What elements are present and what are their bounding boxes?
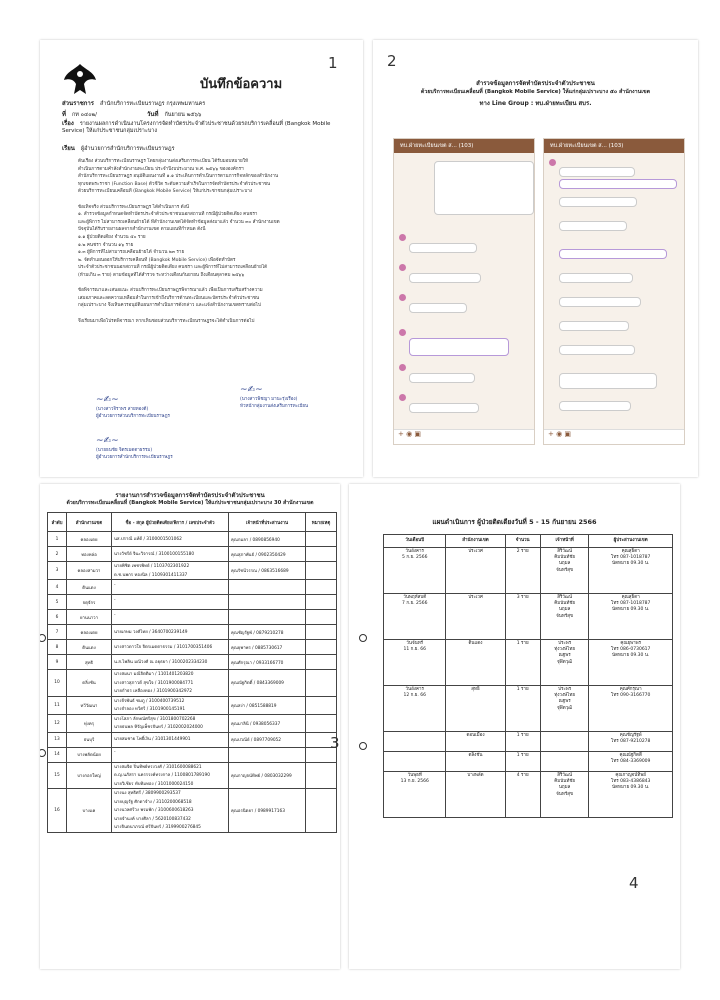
row-number: 3 bbox=[48, 562, 67, 580]
column-header: หมายเหตุ bbox=[306, 513, 337, 532]
contact bbox=[229, 610, 306, 625]
person-entry: นางสาวสุภาวดี สุขใจ / 3101900084771 bbox=[114, 680, 194, 686]
count: 1 ราย bbox=[505, 686, 540, 732]
table-row bbox=[48, 580, 337, 595]
person-entry: - bbox=[114, 612, 116, 618]
signature-block: ~✍~ (นางสาวจิราพร สายทองดี) ผู้อำนวยการส่วนบริการทะเบียนราษฎร bbox=[96, 395, 170, 419]
table-row bbox=[48, 655, 337, 670]
memo-body-line: กลุ่มเปราะบาง จึงเห็นควรอนุมัติแผนการดำเนินการดังกล่าว และแจ้งสำนักงานเขตทราบต่อไป bbox=[78, 303, 261, 309]
remark bbox=[306, 580, 337, 595]
contact bbox=[229, 747, 306, 762]
person-entry: นายกำธร เหลืองทอง / 3101900342972 bbox=[114, 689, 193, 694]
punch-hole bbox=[40, 634, 46, 642]
contact bbox=[229, 580, 306, 595]
memo-page bbox=[40, 40, 363, 477]
district: ดินแดง bbox=[446, 640, 505, 686]
contact: คุณณัฐกิตติ์ / 0843369009 bbox=[229, 670, 306, 697]
coordinator: คุณยุพาพร โทร 086-0730617 นัดหมาย 09.30 น. bbox=[589, 640, 673, 686]
page-number: 3 bbox=[330, 734, 340, 752]
staff: สิริวัฒน์ คิมนันท์ชัย นฤมล จันทร์สุข bbox=[540, 594, 588, 640]
person-entry: นายบุญรัฐ ศักดาจำง / 3110200068518 bbox=[114, 799, 192, 805]
chat-bubble bbox=[559, 401, 631, 411]
chat-input-bar: + ◉ ▣ bbox=[544, 429, 684, 444]
row-number: 14 bbox=[48, 747, 67, 762]
page-number: 1 bbox=[328, 54, 338, 72]
person-entry: นางจินตนาภรณ์ ศรีจันทร์ / 3199900276845 bbox=[114, 825, 201, 830]
remark bbox=[306, 696, 337, 714]
column-header: วันเดือนปี bbox=[384, 535, 446, 548]
district: คลองเตย bbox=[67, 625, 112, 640]
remark bbox=[306, 562, 337, 580]
table-row bbox=[48, 562, 337, 580]
chat-bubble bbox=[559, 321, 629, 331]
contact: คุณอรนิตยา / 0989917163 bbox=[229, 789, 306, 833]
memo-body-line: ข้อเท็จจริง ส่วนบริการทะเบียนราษฎร ได้ดำเนินการ ดังนี้ bbox=[78, 204, 190, 210]
chat-bubble bbox=[559, 249, 667, 259]
date: วันอังคาร 12 ก.ย. 66 bbox=[384, 686, 446, 732]
avatar bbox=[399, 329, 406, 336]
table-row bbox=[384, 548, 673, 594]
table-row bbox=[48, 640, 337, 655]
row-number: 1 bbox=[48, 532, 67, 547]
schedule-page bbox=[349, 484, 680, 969]
memo-body-line: ๒. จัดทำแผนออกให้บริการเคลื่อนที่ (Bangkok Mobile Service) เพื่อจัดทำบัตร bbox=[78, 257, 236, 263]
district: ประเวศ bbox=[446, 594, 505, 640]
page-title: ด้วยบริการทะเบียนเคลื่อนที่ (Bangkok Mobile Service) ให้แก่ประชาชนกลุ่มเปราะบาง 30 สำนักงานเขต bbox=[66, 500, 314, 506]
table-row bbox=[384, 640, 673, 686]
memo-body-line: จึงเรียนมาเพื่อโปรดพิจารณา หากเห็นชอบส่วนบริการทะเบียนราษฎรจะได้ดำเนินการต่อไป bbox=[78, 318, 255, 324]
contact bbox=[229, 595, 306, 610]
district: ทองหล่อ bbox=[67, 547, 112, 562]
avatar bbox=[399, 264, 406, 271]
remark bbox=[306, 547, 337, 562]
table-row bbox=[48, 595, 337, 610]
page-title: สำรวจข้อมูลการจัดทำบัตรประจำตัวประชาชน bbox=[476, 80, 595, 87]
people-cell bbox=[112, 580, 229, 595]
people-cell bbox=[112, 762, 229, 789]
people-cell bbox=[112, 696, 229, 714]
staff: สิริวัฒน์ คิมนันท์ชัย นฤมล จันทร์สุข bbox=[540, 772, 588, 818]
count: 1 ราย bbox=[505, 640, 540, 686]
staff bbox=[540, 732, 588, 752]
line-chat-survey-page bbox=[373, 40, 698, 477]
memo-body-line: ข้อพิจารณาและเสนอแนะ ส่วนบริการทะเบียนราษฎรพิจารณาแล้ว เพื่อเป็นการเสริมสร้างความ bbox=[78, 288, 263, 294]
column-header: ชื่อ - สกุล ผู้ป่วยติดเตียง/พิการ / เลขประจำตัว bbox=[112, 513, 229, 532]
table-row bbox=[48, 714, 337, 732]
table-row bbox=[384, 732, 673, 752]
people-cell bbox=[112, 562, 229, 580]
avatar bbox=[399, 234, 406, 241]
staff: ประพร ทุ่งวงษ์ไทย ณฐพร จุฬิตวุฒิ bbox=[540, 686, 588, 732]
remark bbox=[306, 640, 337, 655]
table-row bbox=[384, 752, 673, 772]
person-entry: นายพิชิต เพชรพิทย์ / 1103702301922 bbox=[114, 564, 190, 569]
remark bbox=[306, 625, 337, 640]
contact: คุณกาญจน์ทิพย์ / 0803032299 bbox=[229, 762, 306, 789]
person-entry: นางนง สุทธิศรี / 3809900293537 bbox=[114, 791, 181, 796]
chat-bubble bbox=[559, 345, 635, 355]
garuda-emblem-icon bbox=[60, 60, 100, 100]
people-cell bbox=[112, 655, 229, 670]
people-cell bbox=[112, 747, 229, 762]
avatar bbox=[399, 394, 406, 401]
row-number: 13 bbox=[48, 732, 67, 747]
person-entry: ด.ช.นพกร ทองนิล / 1109301411337 bbox=[114, 572, 188, 578]
staff: สิริวัฒน์ คิมนันท์ชัย นฤมล จันทร์สุข bbox=[540, 548, 588, 594]
column-header: จำนวน bbox=[505, 535, 540, 548]
row-number: 5 bbox=[48, 595, 67, 610]
column-header: ลำดับ bbox=[48, 513, 67, 532]
staff: ประพร ทุ่งวงษ์ไทย ณฐพร จุฬิตวุฒิ bbox=[540, 640, 588, 686]
person-entry: นางนวลศรีวง พรมพัก / 3100600618263 bbox=[114, 808, 194, 813]
people-cell bbox=[112, 714, 229, 732]
page-number: 4 bbox=[629, 874, 639, 892]
count: 3 ราย bbox=[505, 594, 540, 640]
memo-body-line: ด้วยบริการทะเบียนเคลื่อนที่ (Bangkok Mobile Service) ให้แก่ประชาชนกลุ่มเปราะบาง bbox=[78, 189, 253, 195]
column-header: เจ้าหน้าที่ประสานงาน bbox=[229, 513, 306, 532]
date: วันอังคาร 5 ก.ย. 2566 bbox=[384, 548, 446, 594]
coordinator: คุณณัฐกิตติ์ โทร 084-3369009 bbox=[589, 752, 673, 772]
district: ประเวศ bbox=[446, 548, 505, 594]
row-number: 10 bbox=[48, 670, 67, 697]
memo-body-line: ๑.๓ ผู้พิการที่ไม่สามารถเคลื่อนย้ายได้ จำนวน ๒๓ ราย bbox=[78, 250, 185, 256]
row-number: 6 bbox=[48, 610, 67, 625]
chat-bubble bbox=[409, 273, 481, 283]
person-entry: - bbox=[114, 597, 116, 603]
memo-body-line: ประจำตัวประชาชนนอกสถานที่ กรณีผู้ป่วยติดเตียง คนชรา และผู้พิการที่ไม่สามารถเคลื่อนย้ายได้ bbox=[78, 265, 268, 271]
table-row bbox=[48, 696, 337, 714]
person-entry: นายสมชาย โพธิ์เงิน / 3101301449901 bbox=[114, 737, 191, 743]
person-entry: นายวิเชียร ทับทิมทอง / 3101000024150 bbox=[114, 781, 194, 787]
chat-bubble bbox=[434, 161, 534, 215]
people-cell bbox=[112, 610, 229, 625]
punch-hole bbox=[40, 749, 46, 757]
memo-body-line: ปัจจุบันได้รับรายงานผลจากสำนักงานเขต ตามแผนที่กำหนด ดังนี้ bbox=[78, 227, 206, 233]
people-cell bbox=[112, 547, 229, 562]
memo-header-agency: ส่วนราชการ สำนักบริการทะเบียนราษฎร กรุงเทพมหานคร bbox=[62, 100, 206, 107]
coordinator: คุณสุธิดา โทร 087-1018787 นัดหมาย 09.30 น. bbox=[589, 594, 673, 640]
punch-hole bbox=[359, 634, 367, 642]
column-header: เจ้าหน้าที่ bbox=[540, 535, 588, 548]
memo-title: บันทึกข้อความ bbox=[200, 77, 283, 92]
district: ตลิ่งชัน bbox=[67, 670, 112, 697]
district: บางกอกใหญ่ bbox=[67, 762, 112, 789]
survey-table bbox=[47, 512, 337, 833]
row-number: 11 bbox=[48, 696, 67, 714]
signature-block: ~✍~ (นางสาวพิชญา มานะรุ่งเรือง) หัวหน้ากลุ่มงานส่งเสริมการทะเบียน bbox=[240, 385, 309, 409]
memo-body-line: (ห้ามเกิน ๓ ราย) ตามข้อมูลที่ได้สำรวจ ระหว่างเดือนกันยายน ถึงเดือนตุลาคม ๒๕๖๖ bbox=[78, 273, 245, 278]
contact: คุณสง่า / 0851588819 bbox=[229, 696, 306, 714]
date: วันพฤหัสบดี 7 ก.ย. 2566 bbox=[384, 594, 446, 640]
row-number: 2 bbox=[48, 547, 67, 562]
table-row bbox=[48, 747, 337, 762]
date: วันพุธที่ 13 ก.ย. 2566 bbox=[384, 772, 446, 818]
district: บางแค bbox=[67, 789, 112, 833]
person-entry: นส.ปราณี แท้ดี / 3100001501062 bbox=[114, 536, 182, 542]
table-header-row bbox=[384, 535, 673, 548]
table-row bbox=[48, 547, 337, 562]
chat-input-bar: + ◉ ▣ bbox=[394, 429, 534, 444]
coordinator: คุณศักรุณา โทร 090-3166770 bbox=[589, 686, 673, 732]
table-row bbox=[48, 762, 337, 789]
punch-hole bbox=[359, 742, 367, 750]
date: วันจันทร์ 11 ก.ย. 66 bbox=[384, 640, 446, 686]
contact: คุณสุภาพันธ์ / 0902350429 bbox=[229, 547, 306, 562]
people-cell bbox=[112, 640, 229, 655]
memo-body-line: เสมอภาคและลดความเหลื่อมล้ำในการเข้าถึงบริการด้านทะเบียนและบัตรประจำตัวประชาชน bbox=[78, 295, 260, 301]
person-entry: นางโสภา ลักษณ์ศรีสุข / 3101800702268 bbox=[114, 716, 196, 722]
person-entry: - bbox=[114, 582, 116, 588]
row-number: 9 bbox=[48, 655, 67, 670]
count: 1 ราย bbox=[505, 752, 540, 772]
remark bbox=[306, 655, 337, 670]
district: คลองสามวา bbox=[67, 562, 112, 580]
survey-report-page bbox=[40, 484, 340, 969]
district: คลองเตย bbox=[67, 532, 112, 547]
row-number: 12 bbox=[48, 714, 67, 732]
row-number: 4 bbox=[48, 580, 67, 595]
table-row bbox=[384, 594, 673, 640]
memo-body-line: ต้นเรื่อง ส่วนบริการทะเบียนราษฎร โดยกลุ่มงานส่งเสริมการทะเบียน ได้รับมอบหมายให้ bbox=[78, 159, 248, 164]
table-row bbox=[48, 532, 337, 547]
memo-header-ref: ที่ กท ๐๔๐๒/ วันที่ กันยายน ๒๕๖๖ bbox=[62, 111, 202, 118]
district: บางพลัดน้อย bbox=[67, 747, 112, 762]
person-entry: น.ส.ไพลิน มณีวงศ์ ณ อยุธยา / 3100202334230 bbox=[114, 659, 208, 665]
count: 2 ราย bbox=[505, 548, 540, 594]
row-number: 15 bbox=[48, 762, 67, 789]
memo-header-to: เรียน ผู้อำนวยการสำนักบริการทะเบียนราษฎร bbox=[62, 145, 175, 152]
district: จตุจักร bbox=[67, 595, 112, 610]
district: ตลิ่งชัน bbox=[446, 752, 505, 772]
district: สุทธิ bbox=[67, 655, 112, 670]
remark bbox=[306, 789, 337, 833]
person-entry: นางจำลอง ทวีศรี / 3101900145191 bbox=[114, 707, 186, 712]
chat-title: ทบ.ฝ่ายทะเบียนเขต ส... (103) bbox=[544, 139, 684, 153]
page-title: ทาง Line Group : ทบ.ฝ่ายทะเบียน สบร. bbox=[479, 100, 592, 107]
people-cell bbox=[112, 532, 229, 547]
remark bbox=[306, 670, 337, 697]
chat-title: ทบ.ฝ่ายทะเบียนเขต ส... (103) bbox=[394, 139, 534, 153]
table-header-row bbox=[48, 513, 337, 532]
memo-body-line: และผู้พิการ ไม่สามารถเคลื่อนย้ายได้ ที่สำนักงานเขตได้จัดทำข้อมูลส่งมาแล้ว จำนวน ๓๐ สำนักงานเขต bbox=[78, 219, 280, 225]
memo-body-line: ๑.๒ คนชรา จำนวน ๑๖ ราย bbox=[78, 242, 134, 248]
count: 1 ราย bbox=[505, 732, 540, 752]
person-entry: ด.ญ.นภัสรา นครรรงค์ทรงกาล / 1100801789190 bbox=[114, 773, 210, 778]
district: ยานนาวา bbox=[67, 610, 112, 625]
people-cell bbox=[112, 595, 229, 610]
person-entry: นายจำนงค์ บางศิลา / 5620100837432 bbox=[114, 816, 191, 822]
chat-screenshot bbox=[543, 138, 685, 445]
district: ดอนเมือง bbox=[446, 732, 505, 752]
person-entry: นางสาวดาวใจ จิตรเมตตาธรรม / 3101700351406 bbox=[114, 644, 213, 650]
contact: คุณศักรุณา / 0933166770 bbox=[229, 655, 306, 670]
row-number: 8 bbox=[48, 640, 67, 655]
table-row bbox=[48, 625, 337, 640]
chat-bubble bbox=[409, 373, 475, 383]
person-entry: นางสมนา มณีจิตติมา / 1101401203820 bbox=[114, 672, 194, 677]
remark bbox=[306, 714, 337, 732]
table-row bbox=[384, 686, 673, 732]
coordinator: คุณชัญรัฐพ์ โทร 087-9210278 bbox=[589, 732, 673, 752]
coordinator: คุณสุธิดา โทร 087-1018787 นัดหมาย 09.30 น. bbox=[589, 548, 673, 594]
chat-bubble bbox=[409, 303, 467, 313]
memo-body-line: ทุกเขตพระราชา (Function Base) ตัวชี้วัด ระดับความสำเร็จในการจัดทำบัตรประจำตัวประชาชน bbox=[78, 181, 271, 187]
column-header: สำนักงานเขต bbox=[67, 513, 112, 532]
chat-screenshot bbox=[393, 138, 535, 445]
remark bbox=[306, 610, 337, 625]
memo-body-line: ๑.๑ ผู้ป่วยติดเตียง จำนวน ๕๐ ราย bbox=[78, 235, 146, 240]
row-number: 7 bbox=[48, 625, 67, 640]
district: ธนบุรี bbox=[67, 732, 112, 747]
avatar bbox=[549, 159, 556, 166]
person-entry: นางวัชรีย์ จินะวิจารณ์ / 3100100155180 bbox=[114, 551, 195, 557]
date bbox=[384, 732, 446, 752]
remark bbox=[306, 595, 337, 610]
avatar bbox=[399, 294, 406, 301]
district: สุทธิ bbox=[446, 686, 505, 732]
person-entry: นางจีรพันธ์ ชมภู / 3100400739512 bbox=[114, 698, 185, 704]
contact: คุณยุพาพร / 0885730617 bbox=[229, 640, 306, 655]
contact: คุณมาลินี / 0938056337 bbox=[229, 714, 306, 732]
people-cell bbox=[112, 732, 229, 747]
memo-header-subject: เรื่อง รายงานผลการดำเนินงานโครงการจัดทำบัตรประจำตัวประชาชนด้วยรถบริการเคลื่อนที่ (Bangkok Mobile Service) ให้แก่ประชาชนกลุ่มเปราะบาง bbox=[62, 120, 331, 134]
column-header: สำนักงานเขต bbox=[446, 535, 505, 548]
district: ดินแดง bbox=[67, 580, 112, 595]
people-cell bbox=[112, 625, 229, 640]
page-number: 2 bbox=[387, 52, 397, 70]
people-cell bbox=[112, 789, 229, 833]
memo-body-line: สำนักบริการทะเบียนราษฎร อนุมัติแผนงานที่ ๑.๑ ประเด็นการดำเนินการตามภารกิจหลักของสำนักงาน bbox=[78, 174, 279, 180]
people-cell bbox=[112, 670, 229, 697]
chat-bubble bbox=[409, 403, 479, 413]
contact: คุณชัญรัฐพ์ / 0879210278 bbox=[229, 625, 306, 640]
district: ดินแดง bbox=[67, 640, 112, 655]
district: บางพลัด bbox=[446, 772, 505, 818]
page-title: ด้วยบริการทะเบียนเคลื่อนที่ (Bangkok Mobile Service) ให้แก่กลุ่มเปราะบาง ๕๐ สำนักงานเขต bbox=[420, 89, 651, 95]
count: 4 ราย bbox=[505, 772, 540, 818]
schedule-table bbox=[383, 534, 673, 818]
chat-bubble bbox=[409, 243, 477, 253]
chat-bubble bbox=[559, 167, 635, 177]
page-title: แผนดำเนินการ ผู้ป่วยติดเตียงวันที่ 5 - 15 กันยายน 2566 bbox=[432, 518, 597, 526]
avatar bbox=[399, 364, 406, 371]
chat-bubble bbox=[559, 197, 637, 207]
person-entry: นางสมจิต ปิ่นทิพย์ทรงวงศ์ / 3101600088621 bbox=[114, 764, 202, 770]
chat-bubble bbox=[559, 179, 677, 189]
table-row bbox=[48, 732, 337, 747]
coordinator: คุณกาญจน์ทิพย์ โทร 083-4386843 นัดหมาย 09.30 น. bbox=[589, 772, 673, 818]
district: ทุ่งครุ bbox=[67, 714, 112, 732]
chat-bubble bbox=[559, 221, 627, 231]
contact: คุณรัชนีวรรณ / 0863516689 bbox=[229, 562, 306, 580]
date bbox=[384, 752, 446, 772]
remark bbox=[306, 532, 337, 547]
remark bbox=[306, 762, 337, 789]
memo-body-line: ดำเนินการตามคำสั่งสำนักงานทะเบียน ประจำปีงบประมาณ พ.ศ. ๒๕๖๖ ขององค์กรฯ bbox=[78, 166, 244, 172]
signature-block: ~✍~ (นายธนชัย จิตรเมตตาธรรม) ผู้อำนวยการสำนักบริการทะเบียนราษฎร bbox=[96, 436, 173, 460]
row-number: 16 bbox=[48, 789, 67, 833]
chat-bubble bbox=[559, 273, 633, 283]
page-title: รายงานการสำรวจข้อมูลการจัดทำบัตรประจำตัวประชาชน bbox=[115, 492, 265, 499]
table-row bbox=[48, 610, 337, 625]
person-entry: - bbox=[114, 750, 116, 756]
staff bbox=[540, 752, 588, 772]
column-header: ผู้ประสานงานเขต bbox=[589, 535, 673, 548]
person-entry: นายธนพล หิรัญเพ็ชรจันทร์ / 3102002024000 bbox=[114, 725, 203, 730]
chat-bubble bbox=[559, 373, 657, 389]
table-row bbox=[48, 670, 337, 697]
district: ทวีวัฒนา bbox=[67, 696, 112, 714]
table-row bbox=[48, 789, 337, 833]
contact: คุณกมลา / 0890856940 bbox=[229, 532, 306, 547]
table-row bbox=[384, 772, 673, 818]
chat-bubble bbox=[559, 297, 641, 307]
chat-bubble bbox=[409, 338, 509, 356]
memo-body-line: ๑. สำรวจข้อมูลกำหนดจัดทำบัตรประจำตัวประชาชนนอกสถานที่ กรณีผู้ป่วยติดเตียง คนชรา bbox=[78, 212, 258, 218]
contact: คุณปวณีย์ / 0897709052 bbox=[229, 732, 306, 747]
person-entry: นายเกษม วงศ์ไทย / 3640700239149 bbox=[114, 629, 188, 635]
